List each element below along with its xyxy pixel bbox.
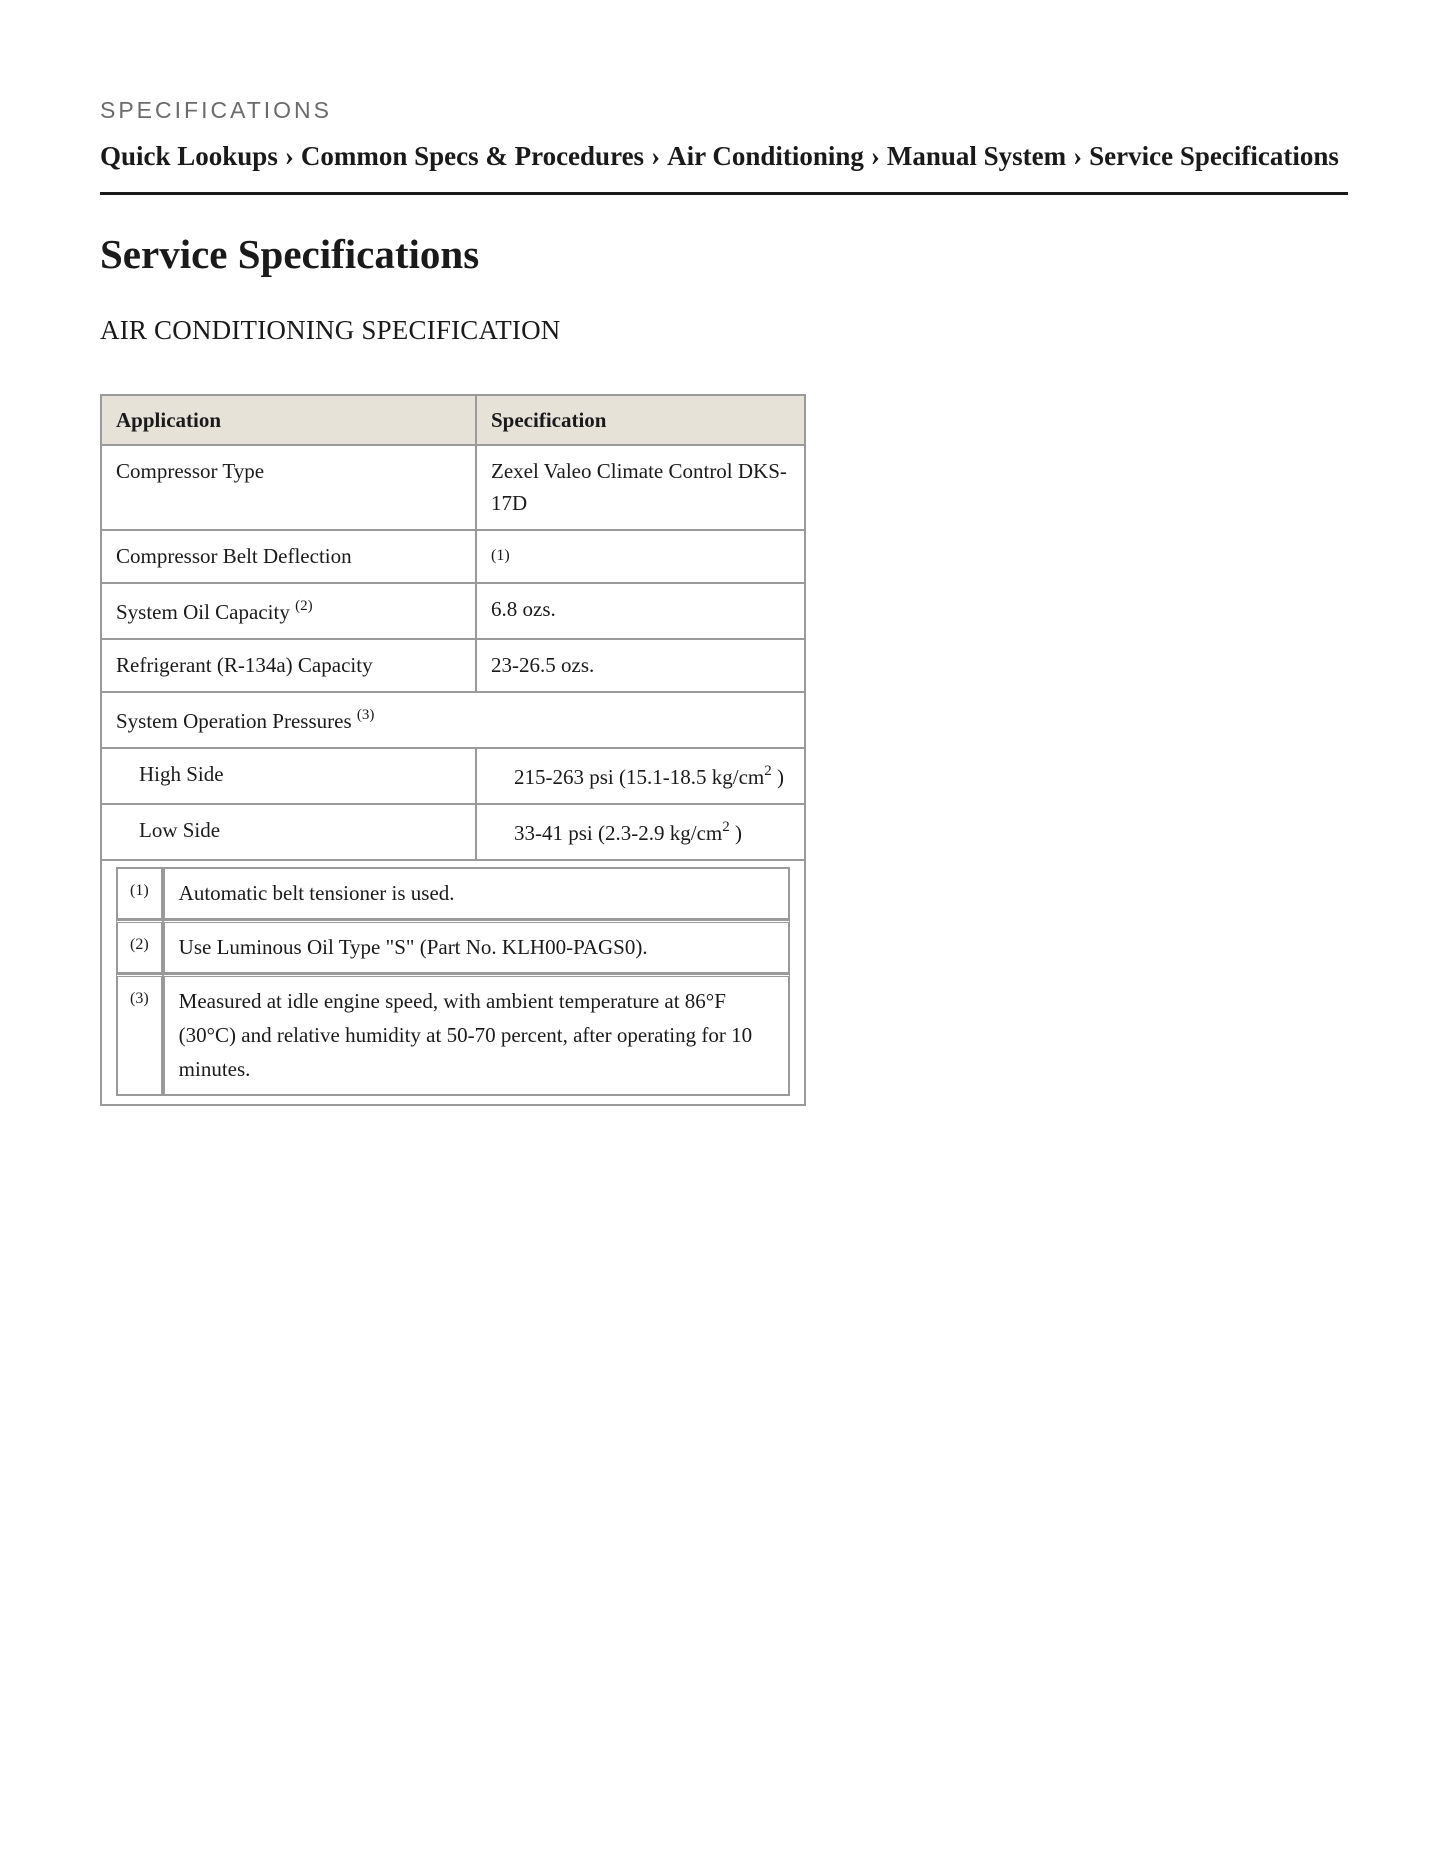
operation-pressures-label: System Operation Pressures	[116, 709, 352, 733]
cell-low-side-value	[476, 804, 805, 860]
footnote-mark: (3)	[116, 974, 163, 1096]
cell-oil-capacity-label	[101, 583, 476, 639]
cell-belt-deflection-value	[476, 530, 805, 583]
cell-oil-capacity-value: 6.8 ozs.	[476, 583, 805, 639]
cell-compressor-type-label: Compressor Type	[101, 445, 476, 530]
cell-low-side-label: Low Side	[101, 804, 476, 860]
footnotes-row	[101, 860, 805, 1105]
table-row	[101, 804, 805, 860]
breadcrumb-item-common-specs[interactable]: Common Specs & Procedures	[300, 141, 645, 171]
cell-refrigerant-value: 23-26.5 ozs.	[476, 639, 805, 692]
footnote-row	[116, 920, 790, 974]
footnotes-table	[116, 867, 790, 1096]
breadcrumb	[100, 138, 1348, 195]
table-header-row	[101, 395, 805, 445]
oil-capacity-label: System Oil Capacity	[116, 600, 290, 624]
cell-high-side-value	[476, 748, 805, 804]
cell-operation-pressures-label	[101, 692, 805, 748]
footnote-text: Measured at idle engine speed, with ambient temperature at 86°F (30°C) and relative humidity at 50-70 percent, after operating for 10 minutes.	[163, 974, 790, 1096]
section-title: AIR CONDITIONING SPECIFICATION	[100, 315, 561, 345]
high-side-unit-exponent: 2	[764, 763, 772, 779]
breadcrumb-item-manual-system[interactable]: Manual System	[886, 141, 1067, 171]
column-header-application: Application	[101, 395, 476, 445]
table-row	[101, 692, 805, 748]
cell-belt-deflection-label: Compressor Belt Deflection	[101, 530, 476, 583]
high-side-value: 215-263 psi (15.1-18.5 kg/cm	[514, 765, 765, 789]
low-side-unit-exponent: 2	[722, 819, 730, 835]
footnote-text: Automatic belt tensioner is used.	[163, 867, 790, 920]
high-side-suffix: )	[771, 765, 784, 789]
breadcrumb-separator: ›	[651, 141, 661, 171]
page-title: Service Specifications	[100, 231, 480, 277]
cell-high-side-label: High Side	[101, 748, 476, 804]
table-row	[101, 639, 805, 692]
breadcrumb-item-quick-lookups[interactable]: Quick Lookups	[100, 141, 278, 171]
table-row	[101, 583, 805, 639]
footnote-row	[116, 867, 790, 920]
footnote-ref-2[interactable]: (2)	[295, 598, 313, 614]
footnote-ref-3[interactable]: (3)	[356, 707, 375, 723]
low-side-suffix: )	[729, 821, 742, 845]
breadcrumb-item-service-specifications: Service Specifications	[1089, 141, 1339, 171]
footnote-row	[116, 974, 790, 1096]
footnote-text: Use Luminous Oil Type "S" (Part No. KLH00-PAGS0).	[163, 920, 790, 974]
low-side-value: 33-41 psi (2.3-2.9 kg/cm	[514, 821, 723, 845]
breadcrumb-separator: ›	[1073, 141, 1083, 171]
cell-compressor-type-value: Zexel Valeo Climate Control DKS-17D	[476, 445, 805, 530]
section-kicker: SPECIFICATIONS	[100, 97, 332, 123]
table-row	[101, 445, 805, 530]
footnotes-cell	[101, 860, 805, 1105]
column-header-specification: Specification	[476, 395, 805, 445]
cell-refrigerant-label: Refrigerant (R-134a) Capacity	[101, 639, 476, 692]
table-row	[101, 530, 805, 583]
breadcrumb-separator: ›	[284, 141, 294, 171]
table-row	[101, 748, 805, 804]
spec-table	[100, 394, 806, 1106]
footnote-mark: (1)	[116, 867, 163, 920]
footnote-mark: (2)	[116, 920, 163, 974]
breadcrumb-item-air-conditioning[interactable]: Air Conditioning	[667, 141, 864, 171]
breadcrumb-separator: ›	[870, 141, 880, 171]
footnote-ref-1[interactable]: (1)	[491, 547, 510, 564]
